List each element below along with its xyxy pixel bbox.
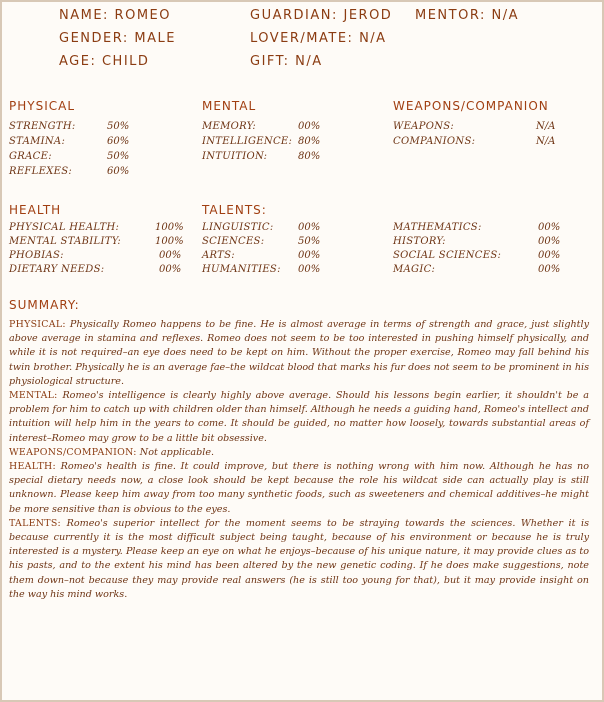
- physical-title: PHYSICAL: [9, 99, 76, 113]
- summary-talents-text: Romeo's superior intellect for the moment seems to be straying towards the sciences. Whether it is because currently it is the most difficult subject being taught, because of his environment or because he is truly interested is a mystery. Please keep an eye on what he enjoys–because of his unique nature, it may provide clues as to his pasts, and to the extent his mind has been altered by the new genetic coding. If he does make suggestions, note them down–not because they may provide real answers (he is still too young for that), but it may provide insight on the way his mind works.: [9, 517, 589, 600]
- stat-label: SOCIAL SCIENCES:: [393, 250, 502, 261]
- stat-value: 00%: [159, 264, 182, 275]
- stat-label: SCIENCES:: [202, 236, 265, 247]
- lover-field: LOVER/MATE: N/A: [250, 31, 387, 46]
- stat-label: MAGIC:: [393, 264, 436, 275]
- stat-label: COMPANIONS:: [393, 136, 476, 147]
- summary-health-label: HEALTH:: [9, 461, 56, 473]
- stat-label: MENTAL STABILITY:: [9, 236, 122, 247]
- stat-value: 80%: [298, 151, 321, 162]
- talents-title: TALENTS:: [202, 203, 267, 217]
- summary-physical-label: PHYSICAL:: [9, 319, 66, 330]
- stat-value: 50%: [298, 236, 321, 247]
- stat-value: N/A: [536, 121, 556, 132]
- summary-mental-label: MENTAL:: [9, 390, 58, 402]
- stat-value: 80%: [298, 136, 321, 147]
- health-title: HEALTH: [9, 203, 62, 217]
- summary-body: [9, 318, 589, 602]
- guardian-field: GUARDIAN: JEROD: [250, 8, 393, 23]
- stat-value: 00%: [538, 250, 561, 261]
- stat-label: ARTS:: [202, 250, 235, 261]
- stat-value: 100%: [155, 222, 184, 233]
- summary-talents: [9, 517, 589, 602]
- stat-label: STRENGTH:: [9, 121, 76, 132]
- summary-talents-label: TALENTS:: [9, 517, 62, 529]
- stat-value: 50%: [107, 151, 130, 162]
- summary-health-text: Romeo's health is fine. It could improve, but there is nothing wrong with him now. Although he has no special dietary needs now, a close look should be kept because the role his wildcat side can actually play is still unknown. Please keep him away from too many synthetic foods, such as sweeteners and chemical additives–he might be more sensitive than is obvious to the eyes.: [9, 461, 589, 515]
- summary-physical-text: Physically Romeo happens to be fine. He is almost average in terms of strength and grace, just slightly above average in stamina and reflexes. Romeo does not seem to be too interested in pushing himself physically, and while it is not required–an eye does need to be kept on him. Without the proper exercise, Romeo may fall behind his twin brother. Physically he is an average fae–the wildcat blood that marks his fur does not seem to be prominent in his physiological structure.: [9, 319, 589, 387]
- stat-value: 50%: [107, 121, 130, 132]
- stat-value: 00%: [538, 264, 561, 275]
- summary-weapons-label: WEAPONS/COMPANION:: [9, 446, 137, 458]
- stat-label: HISTORY:: [393, 236, 446, 247]
- stat-label: MATHEMATICS:: [393, 222, 482, 233]
- stat-label: MEMORY:: [202, 121, 257, 132]
- stat-value: 00%: [538, 236, 561, 247]
- gift-field: GIFT: N/A: [250, 54, 323, 69]
- stat-label: PHYSICAL HEALTH:: [9, 222, 120, 233]
- stat-label: PHOBIAS:: [9, 250, 64, 261]
- name-field: NAME: ROMEO: [59, 8, 171, 23]
- stat-value: 00%: [298, 222, 321, 233]
- stat-label: INTELLIGENCE:: [202, 136, 293, 147]
- stat-label: WEAPONS:: [393, 121, 455, 132]
- summary-weapons-text: Not applicable.: [139, 446, 215, 458]
- stat-value: 00%: [298, 121, 321, 132]
- stat-value: 00%: [538, 222, 561, 233]
- summary-weapons: [9, 446, 589, 460]
- stat-label: STAMINA:: [9, 136, 66, 147]
- stat-label: DIETARY NEEDS:: [9, 264, 105, 275]
- stat-value: 60%: [107, 136, 130, 147]
- summary-health: [9, 460, 589, 517]
- weapons-title: WEAPONS/COMPANION: [393, 99, 549, 113]
- stat-label: INTUITION:: [202, 151, 268, 162]
- age-field: AGE: CHILD: [59, 54, 150, 69]
- summary-physical: [9, 318, 589, 389]
- stat-value: 00%: [298, 250, 321, 261]
- summary-mental: [9, 389, 589, 446]
- stat-label: LINGUISTIC:: [202, 222, 274, 233]
- stat-value: 100%: [155, 236, 184, 247]
- summary-mental-text: Romeo's intelligence is clearly highly above average. Should his lessons begin earlier, it shouldn't be a problem for him to catch up with children older than himself. Although he needs a guiding hand, Romeo's intellect and intuition will help him in the years to come. It should be guided, no matter how loosely, towards substantial areas of interest–Romeo may grow to be a little bit obsessive.: [9, 390, 589, 444]
- stat-label: REFLEXES:: [9, 166, 73, 177]
- stat-value: 60%: [107, 166, 130, 177]
- stat-value: N/A: [536, 136, 556, 147]
- mental-title: MENTAL: [202, 99, 257, 113]
- stat-label: HUMANITIES:: [202, 264, 281, 275]
- stat-value: 00%: [298, 264, 321, 275]
- gender-field: GENDER: MALE: [59, 31, 176, 46]
- mentor-field: MENTOR: N/A: [415, 8, 519, 23]
- stat-value: 00%: [159, 250, 182, 261]
- stat-label: GRACE:: [9, 151, 52, 162]
- summary-title: SUMMARY:: [9, 298, 80, 312]
